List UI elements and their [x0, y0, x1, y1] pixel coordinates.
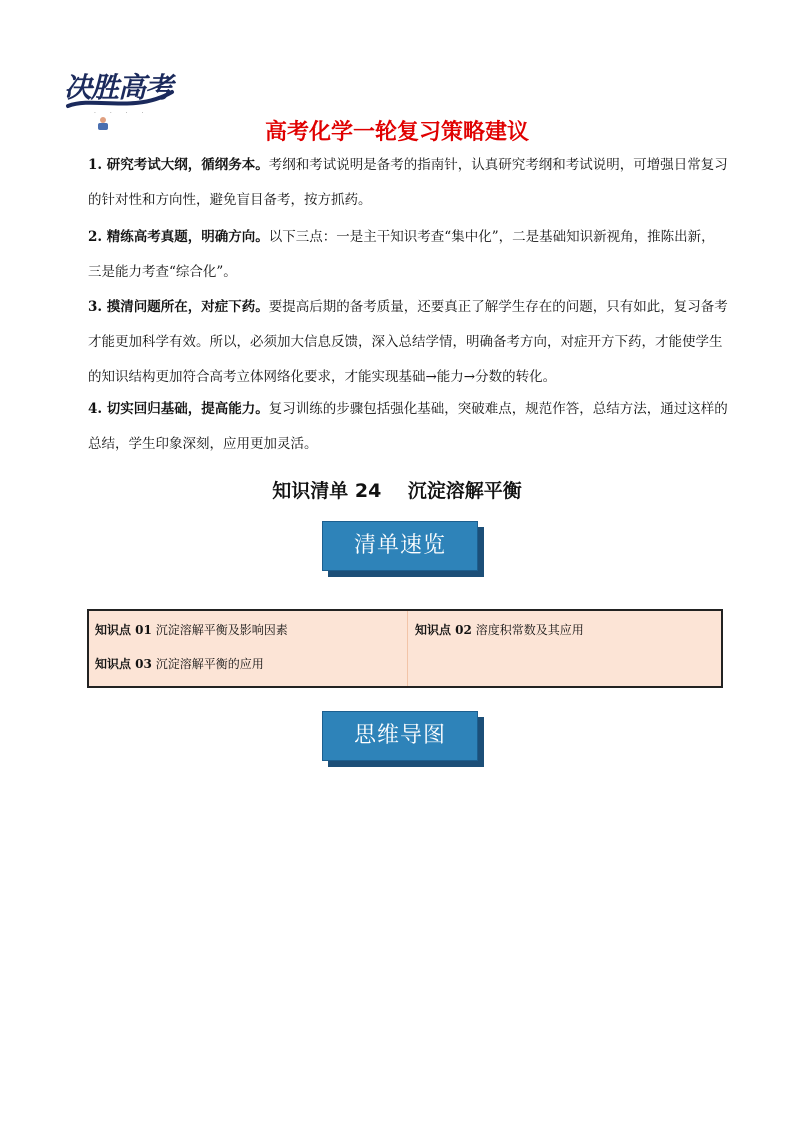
knowledge-point-02[interactable] [415, 621, 584, 638]
knowledge-point-label: 溶度积常数及其应用 [475, 623, 584, 637]
paragraph-1-heading: 1. 研究考试大纲，循纲务本。 [88, 157, 269, 173]
knowledge-point-01[interactable] [95, 621, 288, 638]
paragraph-3-heading: 3. 摸清问题所在，对症下药。 [88, 299, 269, 315]
paragraph-2-heading: 2. 精练高考真题，明确方向。 [88, 229, 269, 245]
paragraph-1 [88, 148, 728, 218]
paragraph-1-body: 考纲和考试说明是备考的指南针，认真研究考纲和考试说明，可增强日常复习的针对性和方向性，避免盲目备考，按方抓药。 [88, 157, 728, 208]
section-title: 知识清单 24 沉淀溶解平衡 [272, 480, 522, 502]
knowledge-point-label: 沉淀溶解平衡及影响因素 [155, 623, 288, 637]
knowledge-point-table [87, 609, 723, 688]
paragraph-2 [88, 220, 728, 290]
logo-subtitle-dots: · · · · [94, 110, 150, 117]
banner-label: 清单速览 [322, 521, 478, 571]
paragraph-3 [88, 290, 728, 395]
logo-text: 决胜高考 [64, 71, 173, 104]
knowledge-point-label: 沉淀溶解平衡的应用 [155, 657, 264, 671]
paragraph-2-body: 以下三点：一是主干知识考查“集中化”，二是基础知识新视角，推陈出新，三是能力考查“综合化”。 [88, 229, 715, 280]
knowledge-point-prefix: 知识点 02 [415, 623, 472, 637]
paragraph-4-heading: 4. 切实回归基础，提高能力。 [88, 401, 269, 417]
knowledge-point-prefix: 知识点 03 [95, 657, 152, 671]
paragraph-4 [88, 392, 728, 462]
knowledge-point-prefix: 知识点 01 [95, 623, 152, 637]
checklist-overview-banner [322, 521, 484, 577]
page-title: 高考化学一轮复习策略建议 [264, 120, 529, 145]
knowledge-point-03[interactable] [95, 655, 264, 672]
paragraph-4-body: 复习训练的步骤包括强化基础，突破难点，规范作答，总结方法，通过这样的总结，学生印象深刻，应用更加灵活。 [88, 401, 728, 452]
banner-label: 思维导图 [322, 711, 478, 761]
mind-map-banner [322, 711, 484, 767]
table-divider [407, 611, 408, 686]
paragraph-3-body: 要提高后期的备考质量，还要真正了解学生存在的问题，只有如此，复习备考才能更加科学有效。所以，必须加大信息反馈，深入总结学情，明确备考方向，对症开方下药，才能使学生的知识结构更加符合高考立体网络化要求，才能实现基础→能力→分数的转化。 [88, 299, 728, 385]
